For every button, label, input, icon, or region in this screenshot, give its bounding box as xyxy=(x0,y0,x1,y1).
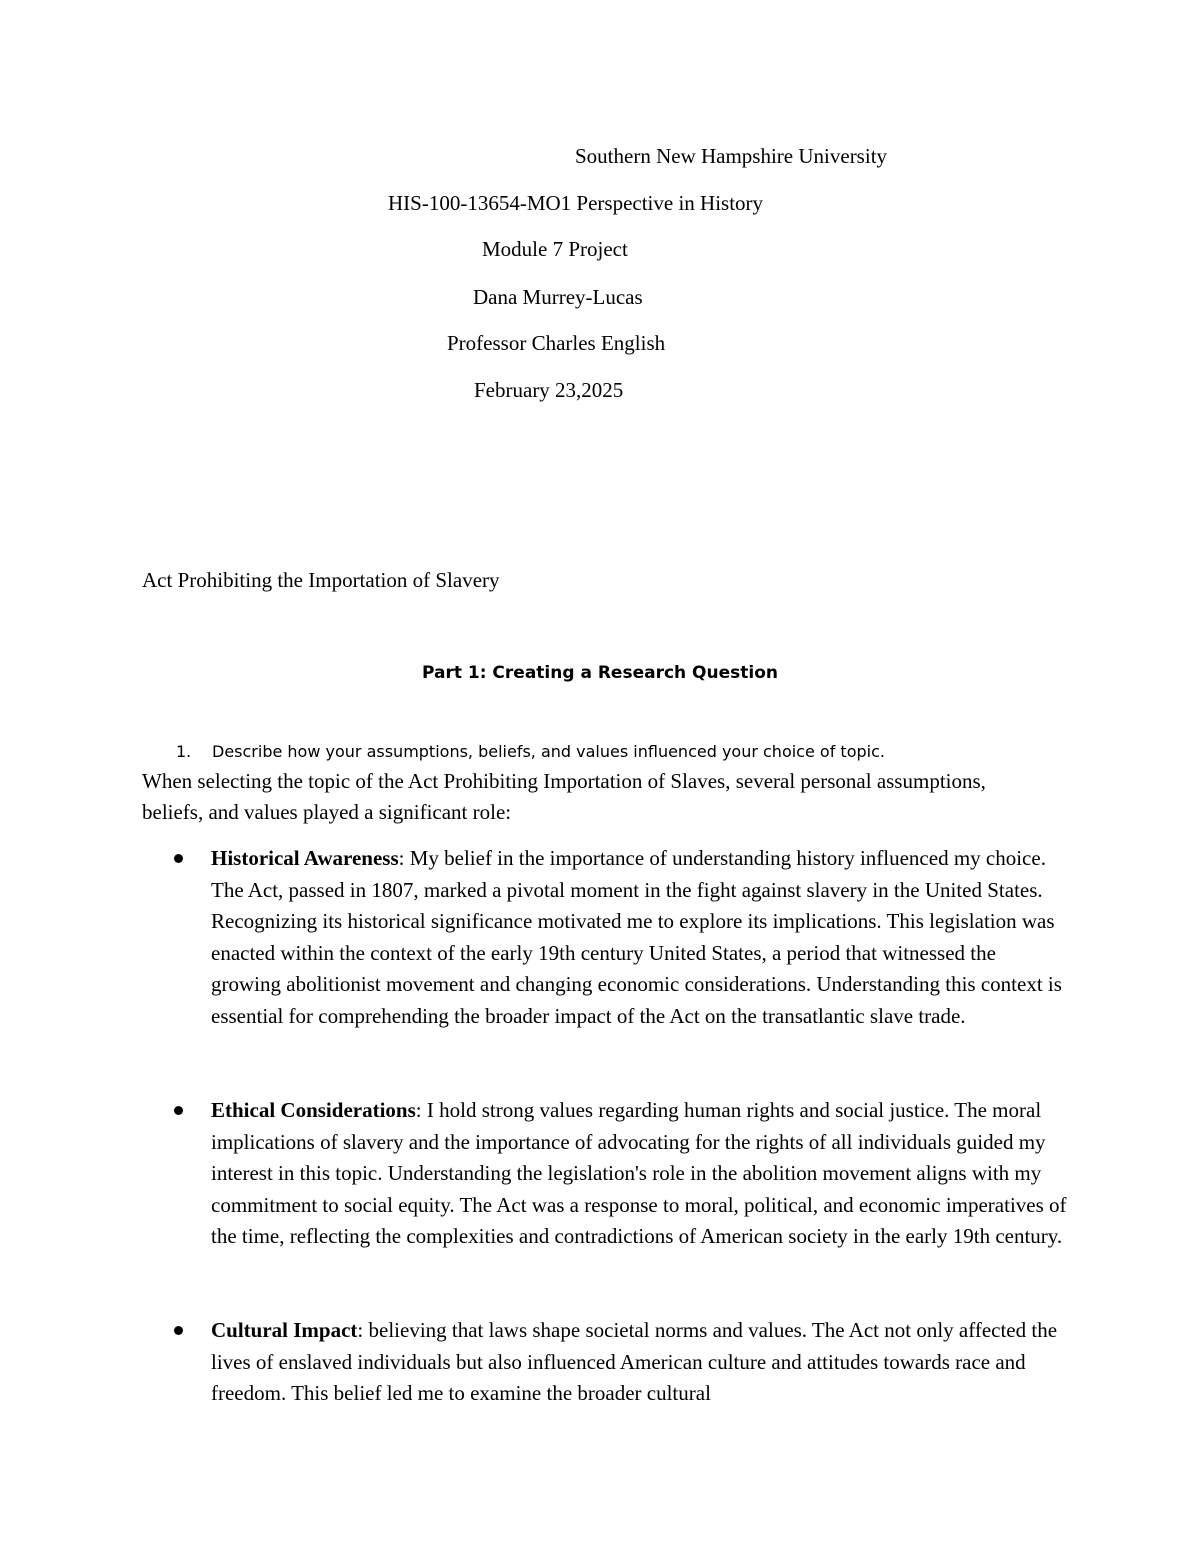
bullet-text: : I hold strong values regarding human rights and social justice. The moral implications of slavery and the importance of advocating for the rights of all individuals guided my interest in this topic. Understanding the legislation's role in the abolition movement aligns with my commitment to social equity. The Act was a response to moral, political, and economic imperatives of the time, reflecting the complexities and contradictions of American society in the early 19th century. xyxy=(211,1098,1067,1248)
assignment-title: Module 7 Project xyxy=(482,237,628,261)
bullet-ethical-considerations xyxy=(211,1095,1071,1253)
author-name: Dana Murrey-Lucas xyxy=(473,285,643,309)
professor-name: Professor Charles English xyxy=(447,331,666,355)
bullet-text: : believing that laws shape societal norms and values. The Act not only affected the lives of enslaved individuals but also influenced American culture and attitudes towards race and freedom. This belief led me to examine the broader cultural xyxy=(211,1318,1058,1405)
question-number: 1. xyxy=(176,742,192,761)
bullet-text: : My belief in the importance of understanding history influenced my choice. The Act, passed in 1807, marked a pivotal moment in the fight against slavery in the United States. Recognizing its historical significance motivated me to explore its implications. This legislation was enacted within the context of the early 19th century United States, a period that witnessed the growing abolitionist movement and changing economic considerations. Understanding this context is essential for comprehending the broader impact of the Act on the transatlantic slave trade. xyxy=(211,846,1062,1028)
question-text: Describe how your assumptions, beliefs, and values influenced your choice of topic. xyxy=(212,742,885,761)
bullet-term: Cultural Impact xyxy=(211,1318,358,1342)
university-name: Southern New Hampshire University xyxy=(575,144,888,168)
bullet-dot-icon xyxy=(174,854,183,863)
bullet-dot-icon xyxy=(174,1326,183,1335)
bullet-historical-awareness xyxy=(211,843,1071,1032)
bullet-cultural-impact xyxy=(211,1315,1071,1410)
submission-date: February 23,2025 xyxy=(474,378,624,402)
part-heading: Part 1: Creating a Research Question xyxy=(421,663,778,683)
bullet-term: Ethical Considerations xyxy=(211,1098,416,1122)
topic-title: Act Prohibiting the Importation of Slavery xyxy=(142,568,500,592)
intro-paragraph: When selecting the topic of the Act Prohibiting Importation of Slaves, several personal assumptions, beliefs, and values played a significant role: xyxy=(142,769,986,824)
bullet-term: Historical Awareness xyxy=(211,846,399,870)
course-title: HIS-100-13654-MO1 Perspective in History xyxy=(388,191,764,215)
research-question xyxy=(176,740,885,764)
bullet-dot-icon xyxy=(174,1106,183,1115)
